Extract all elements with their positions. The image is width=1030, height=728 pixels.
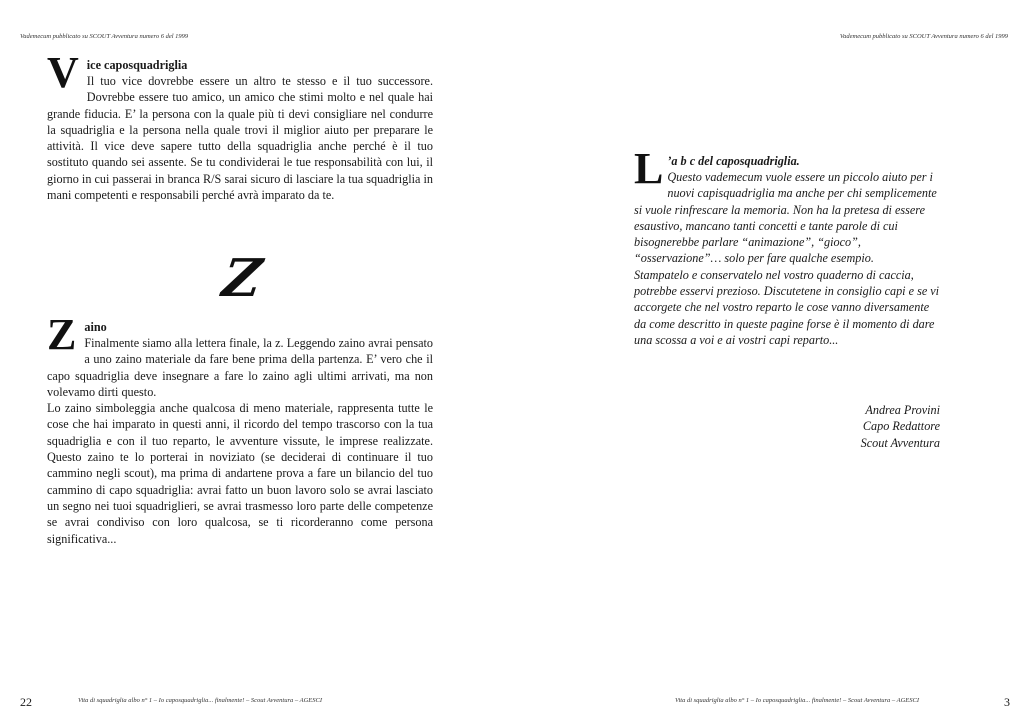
footer-left: Vita di squadriglia albo n° 1 – Io caposquadriglia... finalmente! – Scout Avventura – AGESCI: [78, 697, 322, 704]
section-title-vice: ice caposquadriglia: [86, 58, 188, 72]
footer-right: Vita di squadriglia albo n° 1 – Io caposquadriglia... finalmente! – Scout Avventura – AGESCI: [675, 697, 919, 704]
running-header-left: Vademecum pubblicato su SCOUT Avventura numero 6 del 1999: [20, 33, 189, 40]
signature-role: Capo Redattore: [862, 419, 940, 434]
signature-publication: Scout Avventura: [860, 435, 940, 450]
page-number-left: 22: [20, 695, 32, 709]
section-title-intro: ’a b c del caposquadriglia.: [667, 154, 800, 168]
dropcap-v: V: [47, 48, 79, 97]
section-body-intro-2: Stampatelo e conservatelo nel vostro quaderno di caccia, potrebbe esservi prezioso. Discutetene in consiglio capi e se vi accorgete che nel vostro reparto le cose vanno diversamente da come descritto in queste pagine forse è il momento di dare una scossa a voi e ai vostri capi reparto...: [634, 267, 940, 347]
section-body-vice: Il tuo vice dovrebbe essere un altro te stesso e il tuo successore. Dovrebbe essere tuo amico, un amico che stimi molto e nel quale hai grande fiducia. E’ la persona con la quale più ti devi consigliare nel condurre la squadriglia e la persona nella quale trovi il miglior aiuto per preparare le attività. Il vice deve sapere tutto della squadriglia anche perché è il tuo sostituto quando sei assente. Se tu condividerai le tue responsabilità con lui, il giorno in cui passerai in branca R/S sarai sicuro di lasciare la tua squadriglia in mani competenti e responsabili perché avrà imparato da te.: [47, 74, 433, 203]
running-header-right: Vademecum pubblicato su SCOUT Avventura numero 6 del 1999: [839, 33, 1008, 40]
section-title-zaino: aino: [84, 320, 107, 334]
section-intro-abc: [634, 144, 940, 348]
dropcap-l: L: [634, 144, 664, 193]
dropcap-z: Z: [47, 310, 77, 359]
ornamental-letter-z: Z: [218, 248, 266, 309]
section-vice-caposquadriglia: [47, 48, 433, 203]
section-body-zaino-2: Lo zaino simboleggia anche qualcosa di meno materiale, rappresenta tutte le cose che hai imparato in questi anni, il ricordo del tempo trascorso con la tua squadriglia e con il tuo reparto, le avventure vissute, le imprese realizzate. Questo zaino te lo porterai in noviziato (se deciderai di continuare il tuo cammino negli scout), ma prima di andartene prova a fare un bilancio del tuo cammino di capo squadriglia: avrai fatto un buon lavoro solo se avrai lasciato un segno nei tuoi squadriglieri, se avrai trasmesso loro parte delle competenze se avrai condiviso con loro qualcosa, se ti ricorderanno come persona significativa...: [47, 401, 433, 546]
section-body-intro-1: Questo vademecum vuole essere un piccolo aiuto per i nuovi capisquadriglia ma anche per chi semplicemente si vuole rinfrescare la memoria. Non ha la pretesa di essere esaustivo, mancano tanti concetti e tante parole di cui bisognerebbe parlare “animazione”, “gioco”, “osservazione”… solo per fare qualche esempio.: [634, 170, 937, 266]
section-body-zaino-1: Finalmente siamo alla lettera finale, la z. Leggendo zaino avrai pensato a uno zaino materiale da fare bene prima della partenza. E’ vero che il capo squadriglia deve insegnare a fare lo zaino agli ultimi arrivati, ma non volevamo dirti questo.: [47, 336, 433, 399]
signature-name: Andrea Provini: [865, 403, 940, 417]
section-zaino: [47, 310, 433, 547]
page-number-right: 3: [1004, 695, 1010, 709]
signature-block: [861, 402, 940, 451]
